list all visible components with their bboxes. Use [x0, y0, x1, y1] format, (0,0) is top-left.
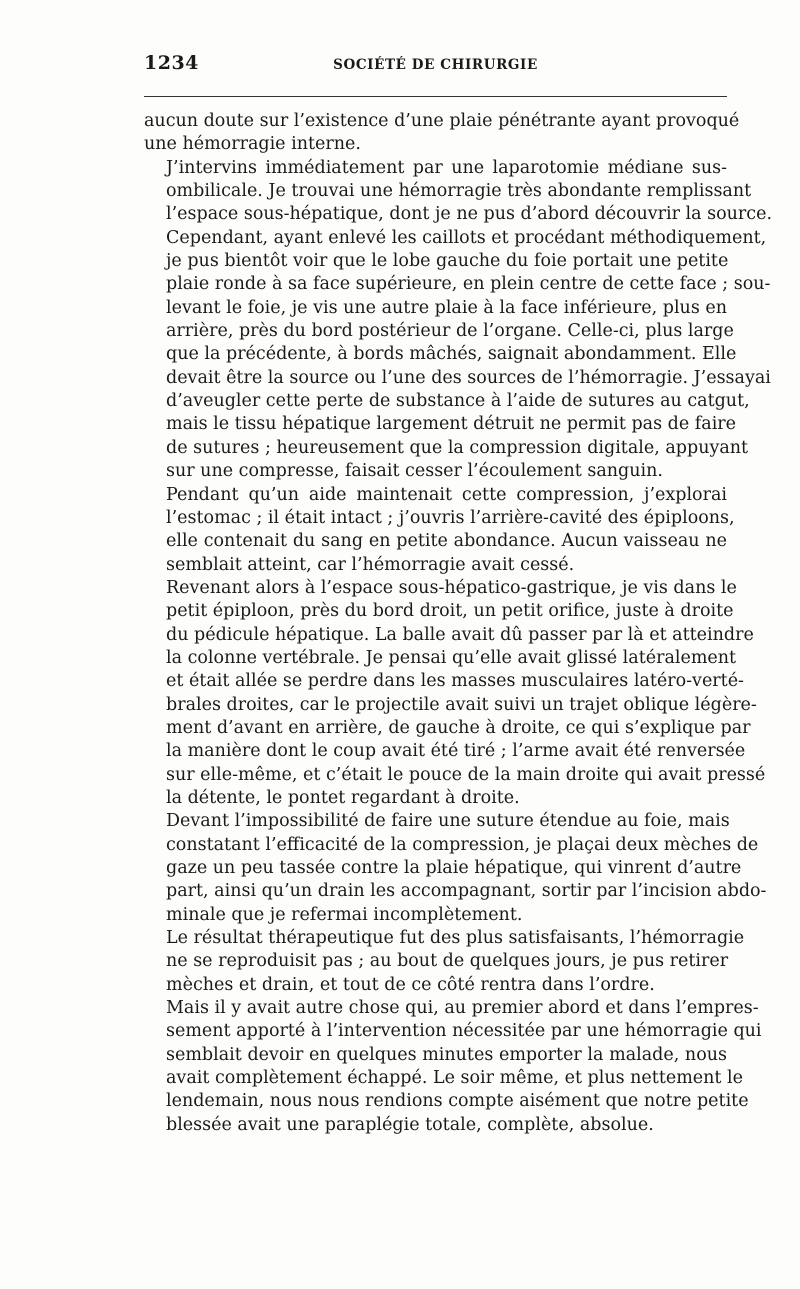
text-line: constatant l’efficacité de la compression, je plaçai deux mèches de: [166, 834, 759, 855]
paragraph: [144, 577, 766, 810]
text-line: ombilicale. Je trouvai une hémorragie très abondante remplissant: [166, 181, 752, 202]
text-line: sur une compresse, faisait cesser l’écoulement sanguin.: [166, 461, 663, 482]
text-line: et était allée se perdre dans les masses musculaires latéro-verté-: [166, 671, 744, 692]
text-line: devait être la source ou l’une des sources de l’hémorragie. J’essayai: [166, 367, 771, 388]
text-line: gaze un peu tassée contre la plaie hépatique, qui vinrent d’autre: [166, 858, 742, 878]
paragraph: [144, 997, 762, 1137]
text-line: ne se reproduisit pas ; au bout de quelques jours, je pus retirer: [166, 951, 729, 972]
text-line: du pédicule hépatique. La balle avait dû passer par là et atteindre: [166, 624, 754, 645]
text-line: levant le foie, je vis une autre plaie à la face inférieure, plus en: [166, 297, 727, 318]
page-number: 1234: [144, 52, 199, 74]
text-line: ment d’avant en arrière, de gauche à droite, ce qui s’explique par: [166, 717, 751, 738]
text-line: Mais il y avait autre chose qui, au premier abord et dans l’empres-: [166, 998, 759, 1019]
paragraph: [144, 484, 735, 577]
text-line: semblait devoir en quelques minutes emporter la malade, nous: [166, 1044, 727, 1065]
paragraph: [144, 927, 745, 997]
text-line: blessée avait une paraplégie totale, complète, absolue.: [166, 1114, 654, 1135]
text-line: avait complètement échappé. Le soir même, et plus nettement le: [166, 1068, 743, 1089]
text-line: je pus bientôt voir que le lobe gauche du foie portait une petite: [166, 251, 729, 272]
text-line: elle contenait du sang en petite abondance. Aucun vaisseau ne: [166, 531, 727, 552]
header-rule: [144, 96, 727, 97]
page-header: [144, 52, 727, 78]
text-line: mèches et drain, et tout de ce côté rentra dans l’ordre.: [166, 974, 655, 995]
text-line: lendemain, nous nous rendions compte aisément que notre petite: [166, 1091, 749, 1112]
text-line: arrière, près du bord postérieur de l’organe. Celle-ci, plus large: [166, 321, 734, 342]
text-line: l’estomac ; il était intact ; j’ouvris l’arrière-cavité des épiploons,: [166, 507, 735, 528]
text-line: semblait atteint, car l’hémorragie avait cessé.: [166, 554, 575, 575]
text-line: part, ainsi qu’un drain les accompagnant, sortir par l’incision abdo-: [166, 881, 767, 902]
text-line: d’aveugler cette perte de substance à l’aide de sutures au catgut,: [166, 391, 750, 412]
text-line: Pendant qu’un aide maintenait cette compression, j’explorai: [166, 484, 727, 505]
paragraph: [144, 110, 740, 157]
text-line: de sutures ; heureusement que la compression digitale, appuyant: [166, 437, 749, 458]
text-line: brales droites, car le projectile avait suivi un trajet oblique légère-: [166, 694, 757, 715]
text-line: la manière dont le coup avait été tiré ; l’arme avait été renversée: [166, 741, 746, 762]
text-line: minale que je refermai incomplètement.: [166, 904, 523, 925]
running-head: SOCIÉTÉ DE CHIRURGIE: [333, 57, 538, 73]
text-line: Le résultat thérapeutique fut des plus satisfaisants, l’hémorragie: [166, 928, 745, 949]
text-line: sement apporté à l’intervention nécessitée par une hémorragie qui: [166, 1021, 762, 1042]
text-line: mais le tissu hépatique largement détruit ne permit pas de faire: [166, 414, 737, 435]
text-line: la détente, le pontet regardant à droite.: [166, 787, 520, 808]
text-line: petit épiploon, près du bord droit, un petit orifice, juste à droite: [166, 601, 734, 622]
text-line: plaie ronde à sa face supérieure, en plein centre de cette face ; sou-: [166, 274, 771, 295]
text-line: Revenant alors à l’espace sous-hépatico-gastrique, je vis dans le: [166, 577, 737, 598]
text-line: une hémorragie interne.: [144, 134, 361, 155]
text-line: aucun doute sur l’existence d’une plaie pénétrante ayant provoqué: [144, 111, 740, 131]
text-line: Devant l’impossibilité de faire une suture étendue au foie, mais: [166, 811, 730, 832]
text-line: J’intervins immédiatement par une laparotomie médiane sus-: [166, 157, 727, 178]
body-text: [144, 110, 773, 1137]
text-line: Cependant, ayant enlevé les caillots et procédant méthodiquement,: [166, 227, 767, 248]
text-line: que la précédente, à bords mâchés, saignait abondamment. Elle: [166, 344, 737, 365]
text-line: la colonne vertébrale. Je pensai qu’elle avait glissé latéralement: [166, 647, 737, 668]
paragraph: [144, 810, 767, 927]
paragraph: [144, 157, 773, 484]
text-line: l’espace sous-hépatique, dont je ne pus d’abord découvrir la source.: [166, 204, 773, 225]
text-line: sur elle-même, et c’était le pouce de la main droite qui avait pressé: [166, 764, 766, 785]
